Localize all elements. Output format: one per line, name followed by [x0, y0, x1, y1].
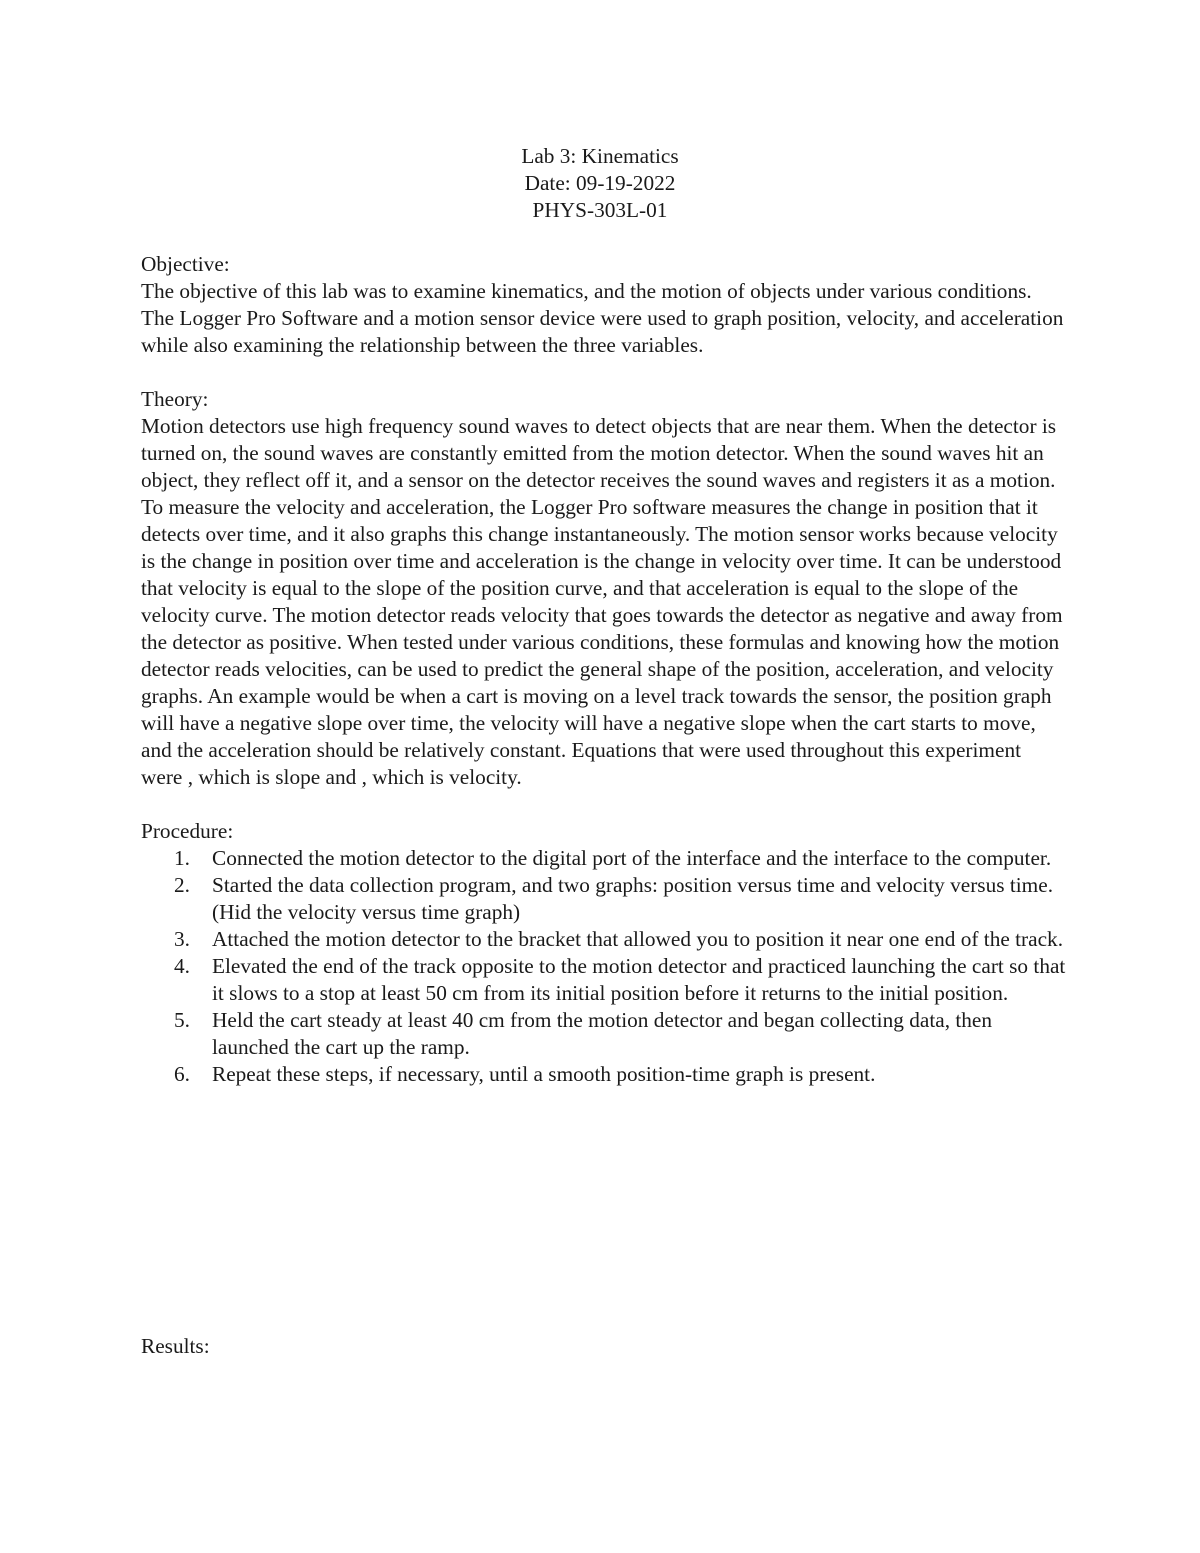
step-text: Connected the motion detector to the digital port of the interface and the interface to the computer. [212, 846, 1052, 870]
step-number: 5. [174, 1008, 190, 1032]
course-code: PHYS-303L-01 [532, 198, 668, 222]
procedure-section [141, 818, 1066, 1088]
document-body [141, 251, 1066, 1088]
document-header [0, 143, 1200, 224]
step-text: Held the cart steady at least 40 cm from the motion detector and began collecting data, then launched the cart up the ramp. [212, 1008, 993, 1059]
procedure-step [141, 845, 1066, 872]
objective-heading: Objective: [141, 252, 230, 276]
step-text: Started the data collection program, and two graphs: position versus time and velocity versus time. (Hid the velocity versus time graph) [212, 873, 1054, 924]
step-number: 3. [174, 927, 190, 951]
objective-section [141, 251, 1066, 359]
step-number: 6. [174, 1062, 190, 1086]
procedure-heading: Procedure: [141, 819, 234, 843]
procedure-list [141, 845, 1066, 1088]
step-number: 1. [174, 846, 190, 870]
procedure-step [141, 872, 1066, 926]
objective-text: The objective of this lab was to examine kinematics, and the motion of objects under various conditions. The Logger Pro Software and a motion sensor device were used to graph position, velocity, and acceleration while also examining the relationship between the three variables. [141, 279, 1064, 357]
theory-text: Motion detectors use high frequency sound waves to detect objects that are near them. When the detector is turned on, the sound waves are constantly emitted from the motion detector. When the sound waves hit an object, they reflect off it, and a sensor on the detector receives the sound waves and registers it as a motion. To measure the velocity and acceleration, the Logger Pro software measures the change in position that it detects over time, and it also graphs this change instantaneously. The motion sensor works because velocity is the change in position over time and acceleration is the change in velocity over time. It can be understood that velocity is equal to the slope of the position curve, and that acceleration is equal to the slope of the velocity curve. The motion detector reads velocity that goes towards the detector as negative and away from the detector as positive. When tested under various conditions, these formulas and knowing how the motion detector reads velocities, can be used to predict the general shape of the position, acceleration, and velocity graphs. An example would be when a cart is moving on a level track towards the sensor, the position graph will have a negative slope over time, the velocity will have a negative slope when the cart starts to move, and the acceleration should be relatively constant. Equations that were used throughout this experiment were , which is slope and , which is velocity. [141, 414, 1063, 789]
theory-section [141, 386, 1066, 791]
procedure-step [141, 926, 1066, 953]
results-section [141, 1333, 210, 1360]
lab-title: Lab 3: Kinematics [521, 144, 679, 168]
step-number: 2. [174, 873, 190, 897]
step-text: Repeat these steps, if necessary, until a smooth position-time graph is present. [212, 1062, 876, 1086]
step-text: Elevated the end of the track opposite to the motion detector and practiced launching the cart so that it slows to a stop at least 50 cm from its initial position before it returns to the initial position. [212, 954, 1066, 1005]
results-heading: Results: [141, 1334, 210, 1358]
procedure-step [141, 953, 1066, 1007]
procedure-step [141, 1061, 1066, 1088]
theory-heading: Theory: [141, 387, 209, 411]
procedure-step [141, 1007, 1066, 1061]
step-text: Attached the motion detector to the bracket that allowed you to position it near one end of the track. [212, 927, 1064, 951]
step-number: 4. [174, 954, 190, 978]
lab-date: Date: 09-19-2022 [524, 171, 676, 195]
